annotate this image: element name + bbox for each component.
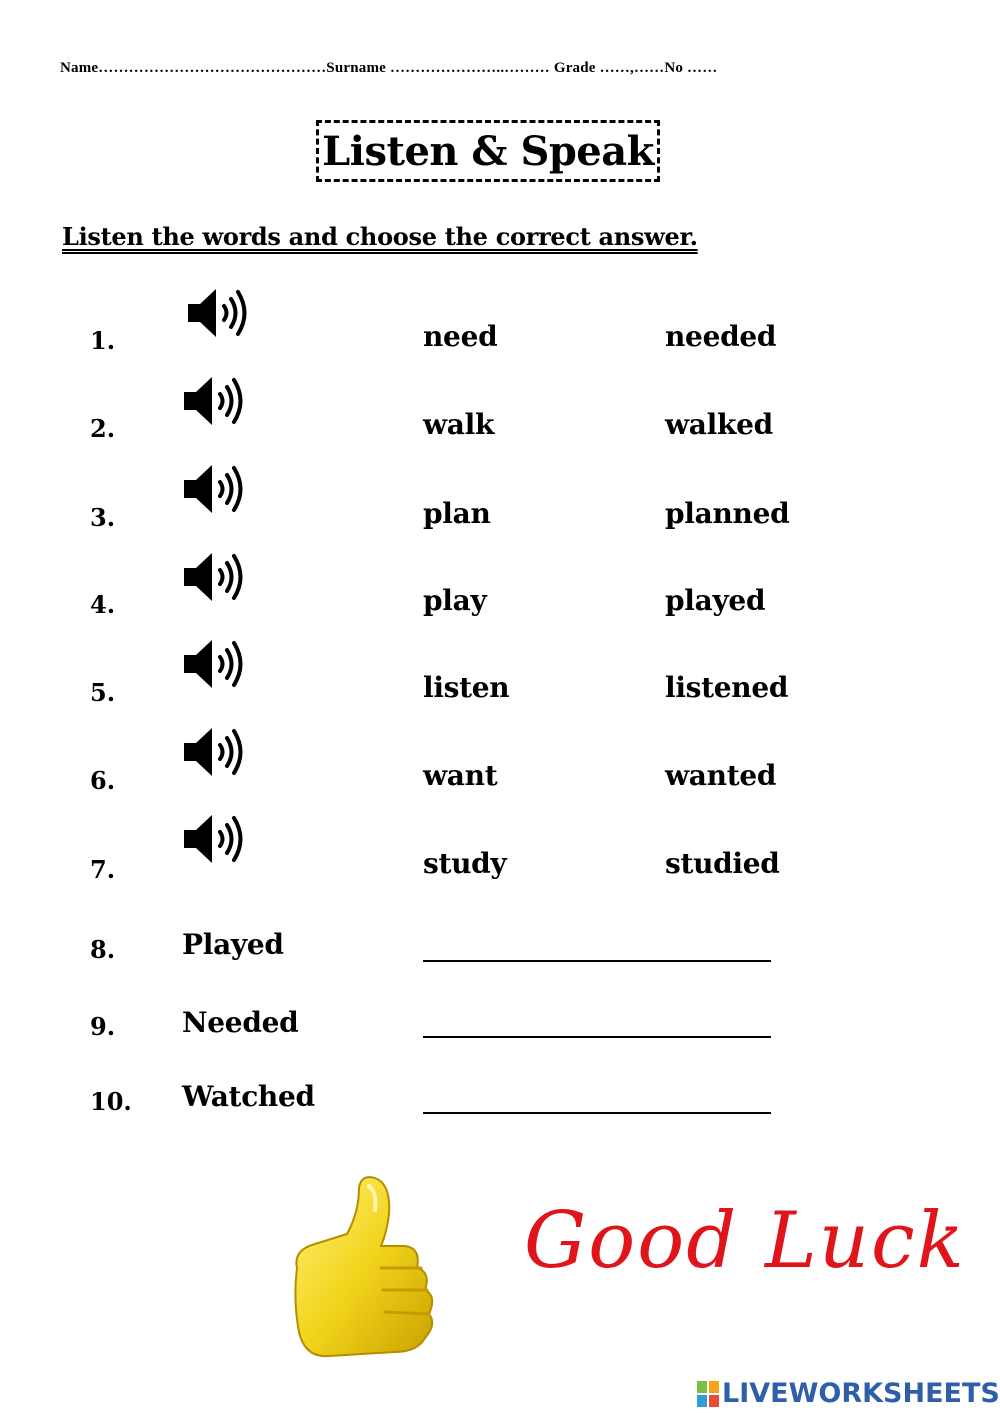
option-a[interactable]: play [423, 584, 487, 617]
item-number: 2. [90, 414, 116, 443]
item-number: 5. [90, 678, 116, 707]
instruction: Listen the words and choose the correct answer. [62, 222, 698, 251]
speak-word: Needed [182, 1006, 299, 1039]
option-b[interactable]: listened [665, 671, 789, 704]
student-info-line: Name………………………………………Surname …………………..……… Grade ……,……No …… [60, 60, 718, 76]
speaker-icon[interactable] [186, 286, 254, 340]
option-b[interactable]: walked [665, 408, 773, 441]
option-a[interactable]: plan [423, 497, 491, 530]
thumbs-up-icon [285, 1172, 450, 1364]
option-a[interactable]: need [423, 320, 498, 353]
option-a[interactable]: walk [423, 408, 495, 441]
option-b[interactable]: planned [665, 497, 790, 530]
option-a[interactable]: study [423, 847, 507, 880]
speaker-icon[interactable] [182, 550, 250, 604]
option-b[interactable]: needed [665, 320, 777, 353]
item-number: 1. [90, 326, 116, 355]
item-number: 10. [90, 1087, 132, 1116]
option-a[interactable]: listen [423, 671, 510, 704]
option-b[interactable]: studied [665, 847, 780, 880]
speaker-icon[interactable] [182, 462, 250, 516]
item-number: 9. [90, 1012, 116, 1041]
page-title: Listen & Speak [322, 127, 654, 175]
speak-word: Watched [182, 1080, 315, 1113]
answer-field[interactable] [423, 960, 771, 962]
item-number: 3. [90, 503, 116, 532]
item-number: 4. [90, 590, 116, 619]
item-number: 7. [90, 855, 116, 884]
option-b[interactable]: wanted [665, 759, 777, 792]
item-number: 6. [90, 766, 116, 795]
option-a[interactable]: want [423, 759, 498, 792]
speaker-icon[interactable] [182, 637, 250, 691]
footer-brand[interactable]: LIVEWORKSHEETS [722, 1378, 1000, 1409]
speaker-icon[interactable] [182, 374, 250, 428]
answer-field[interactable] [423, 1112, 771, 1114]
title-box [316, 120, 660, 182]
liveworksheets-logo-icon [697, 1381, 719, 1407]
answer-field[interactable] [423, 1036, 771, 1038]
option-b[interactable]: played [665, 584, 766, 617]
speak-word: Played [182, 928, 284, 961]
speaker-icon[interactable] [182, 725, 250, 779]
speaker-icon[interactable] [182, 812, 250, 866]
item-number: 8. [90, 935, 116, 964]
good-luck-message: Good Luck [524, 1196, 966, 1286]
